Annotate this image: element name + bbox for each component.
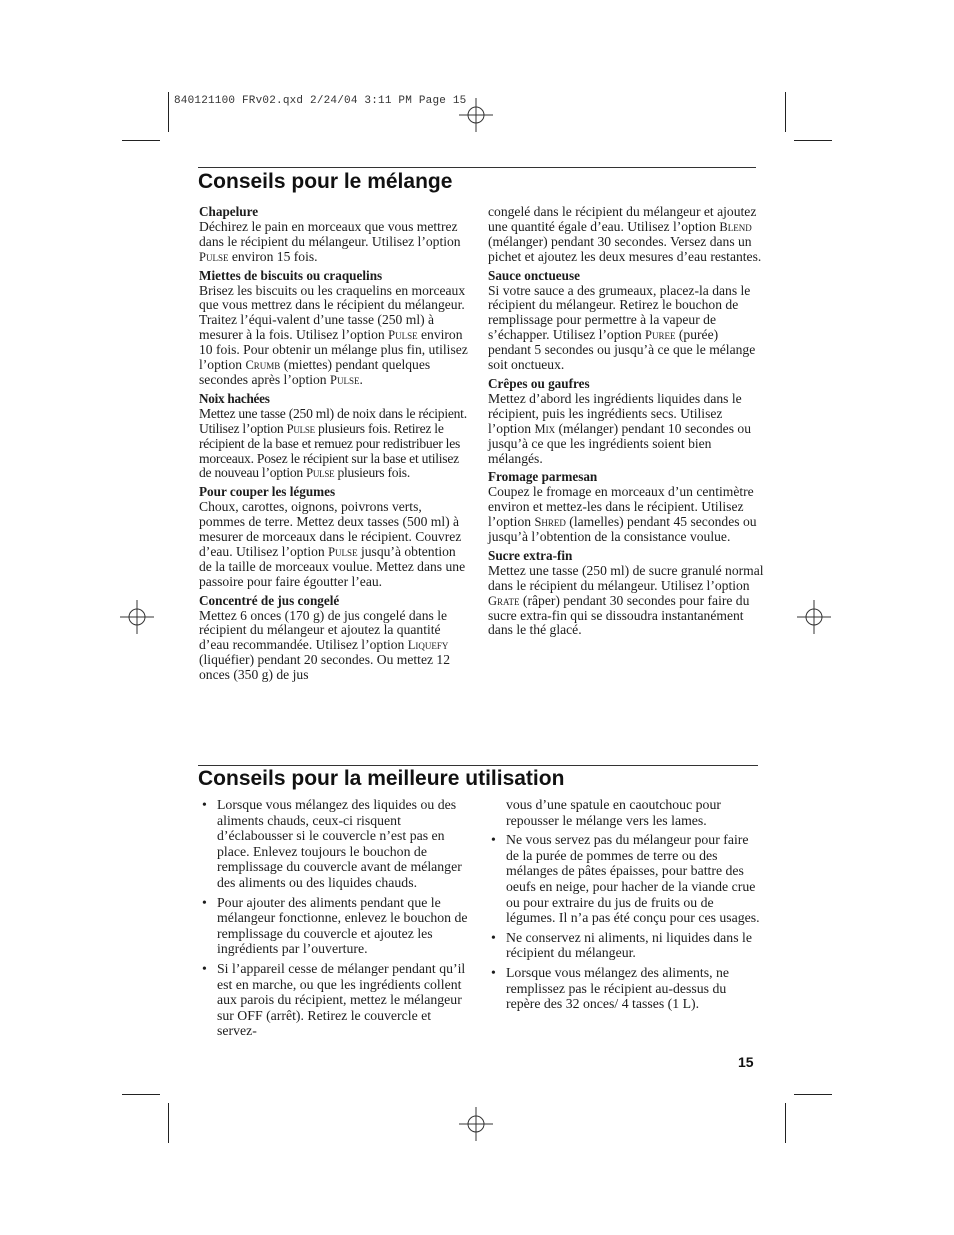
list-item-continuation: vous d’une spatule en caoutchouc pour repousser le mélange vers les lames. [506,797,721,828]
list-item: • Si l’appareil cesse de mélanger pendant qu’il est en marche, ou que les ingrédients collent aux parois du récipient, mettez le mélangeur sur OFF (arrêt). Retirez le couvercle et servez- [202,960,466,1039]
crop-mark-bottom-right-v [785,1103,786,1143]
tip-miettes: Miettes de biscuits ou craquelins Brisez les biscuits ou les craquelins en morceaux que vous mettrez dans le récipient du mélangeur. Traitez l’équi-valent d’une tasse (250 ml) à mesurer à la fois. Utilisez l’option Pulse environ 10 fois. Pour obtenir un mélange plus fin, utilisez l’option Crumb (miettes) pendant quelques secondes après l’option Pulse. [199,267,468,387]
section2-right-list [489,797,761,1016]
page-number: 15 [738,1054,754,1070]
tip-crepes: Crêpes ou gaufres Mettez d’abord les ingrédients liquides dans le récipient, puis les ingrédients secs. Utilisez l’option Mix (mélanger) pendant 10 secondes ou jusqu’à ce que les ingrédients soient bien mélangés. [488,375,751,466]
tip-concentre-cont: congelé dans le récipient du mélangeur et ajoutez une quantité égale d’eau. Utilisez l’option Blend (mélanger) pendant 30 secondes. Versez dans un pichet et ajoutez les deux mesures d’eau restantes. [488,204,762,264]
list-item: • Ne vous servez pas du mélangeur pour faire de la purée de pommes de terre ou des mélanges de pâtes épaisses, pour battre des oeufs en neige, pour hacher de la viande crue ou pour extraire du jus de fruits ou de légumes. Il n’a pas été conçu pour ces usages. [491,832,760,926]
crop-mark-top-left-v [168,92,169,132]
registration-mark-top [459,98,493,132]
registration-mark-bottom [459,1107,493,1141]
crop-mark-top-right-v [785,92,786,132]
tip-chapelure: Chapelure Déchirez le pain en morceaux que vous mettrez dans le récipient du mélangeur. Utilisez l’option Pulse environ 15 fois. [199,204,461,264]
registration-mark-left [120,600,154,634]
option-crumb: Crumb [245,358,281,373]
tip-concentre: Concentré de jus congelé Mettez 6 onces (170 g) de jus congelé dans le récipient du mélangeur et ajoutez la quantité d’eau recommandée. Utilisez l’option Liquefy (liquéfier) pendant 20 secondes. Ou mettez 12 onces (350 g) de jus [199,592,451,683]
option-pulse: Pulse [306,466,335,481]
section2-title: Conseils pour la meilleure utilisation [198,767,565,790]
section1-title: Conseils pour le mélange [198,170,453,193]
bullet-icon: • [491,832,496,848]
option-pulse: Pulse [388,328,418,343]
bullet-icon: • [491,929,496,945]
crop-mark-bottom-left-v [168,1103,169,1143]
option-mix: Mix [534,421,556,436]
bullet-icon: • [491,964,496,980]
option-puree: Puree [645,328,676,343]
section1-left-column [199,205,469,687]
option-pulse: Pulse [199,249,229,264]
option-grate: Grate [488,593,520,608]
tip-sucre: Sucre extra-fin Mettez une tasse (250 ml) de sucre granulé normal dans le récipient du mélangeur. Utilisez l’option Grate (râper) pendant 30 secondes pour faire du sucre extra-fin qui se dissoudra instantanément dans le thé glacé. [488,547,764,638]
option-blend: Blend [719,219,752,234]
list-item: • Ne conservez ni aliments, ni liquides dans le récipient du mélangeur. [491,929,752,961]
list-item: • Lorsque vous mélangez des liquides ou des aliments chauds, ceux-ci risquent d’éclabousser si le couvercle n’est pas en place. Enlevez toujours le bouchon de remplissage du couvercle avant de mélanger des aliments ou des liquides chauds. [202,797,462,890]
tip-parmesan: Fromage parmesan Coupez le fromage en morceaux d’un centimètre environ et mettez-les dans le récipient. Utilisez l’option Shred (lamelles) pendant 45 secondes ou jusqu’à l’obtention de la consistance voulue. [488,469,757,545]
option-shred: Shred [534,515,566,530]
option-pulse: Pulse [328,544,358,559]
bullet-icon: • [202,894,207,910]
option-liquefy: Liquefy [407,638,449,653]
bullet-icon: • [202,797,207,812]
crop-mark-top-left-h [122,140,160,141]
tip-sauce: Sauce onctueuse Si votre sauce a des grumeaux, placez-la dans le récipient du mélangeur. Retirez le bouchon de remplissage pour permettre à la vapeur de s’échapper. Utilisez l’option Puree (purée) pendant 5 secondes ou jusqu’à ce que le mélange soit onctueux. [488,267,756,373]
list-item: • Lorsque vous mélangez des aliments, ne remplissez pas le récipient au-dessus du repère des 32 onces/ 4 tasses (1 L). [491,964,729,1012]
section2-rule [198,765,758,766]
tip-noix: Noix hachées Mettez une tasse (250 ml) de noix dans le récipient. Utilisez l’option Pulse plusieurs fois. Retirez le récipient de la base et remuez pour redistribuer les morceaux. Posez le récipient sur la base et utilisez de nouveau l’option Pulse plusieurs fois. [199,390,467,481]
section2-left-list [200,797,468,1043]
registration-mark-right [797,600,831,634]
option-pulse: Pulse [286,421,315,436]
list-item: • Pour ajouter des aliments pendant que le mélangeur fonctionne, enlevez le bouchon de remplissage du couvercle et ajoutez les ingrédients par l’ouverture. [202,894,468,957]
bullet-icon: • [202,960,207,976]
crop-mark-bottom-left-h [122,1094,160,1095]
crop-mark-top-right-h [794,140,832,141]
tip-legumes: Pour couper les légumes Choux, carottes, oignons, poivrons verts, pommes de terre. Mettez deux tasses (500 ml) à mesurer de morceaux dans le récipient. Couvrez d’eau. Utilisez l’option Pulse jusqu’à obtention de la taille de morceaux voulue. Mettez dans une passoire pour faire égoutter l’eau. [199,484,466,589]
crop-mark-bottom-right-h [794,1094,832,1095]
print-slug: 840121100 FRv02.qxd 2/24/04 3:11 PM Page 15 [174,95,467,107]
option-pulse: Pulse [330,372,360,387]
section1-right-column [488,205,764,642]
section1-rule [198,167,756,168]
